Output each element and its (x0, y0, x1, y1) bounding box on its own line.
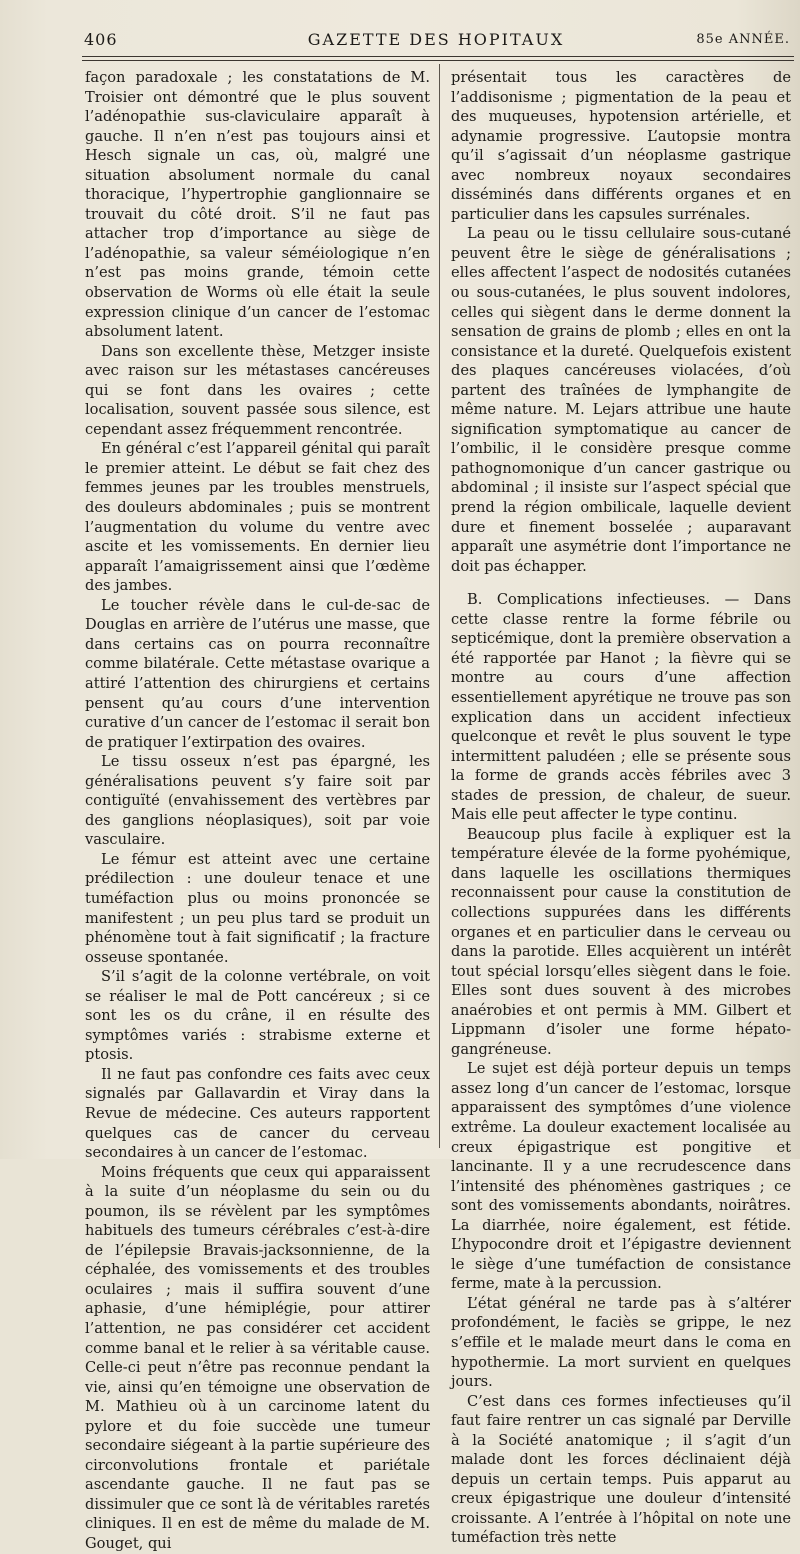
paragraph: C’est dans ces formes infectieuses qu’il faut faire rentrer un cas signalé par Derville à la Société anatomique ; il s’agit d’un malade dont les forces déclinaient déjà depuis un certain temps. Puis apparut au creux épigastrique une douleur d’intensité croissante. A l’entrée à l’hôpital on note une tuméfaction très nette (451, 1392, 791, 1547)
section-paragraph: B. Complications infectieuses. — Dans cette classe rentre la forme fébrile ou septicémique, dont la première observation a été rapportée par Hanot ; la fièvre qui se montre au cours d’une affection essentiellement apyrétique ne trouve pas son explication dans un accident infectieux quelconque et revêt le plus souvent le type intermittent paludéen ; elle se présente sous la forme de grands accès fébriles avec 3 stades de pression, de chaleur, de sueur. Mais elle peut affecter le type continu. (451, 591, 791, 824)
paragraph: Il ne faut pas confondre ces faits avec ceux signalés par Gallavardin et Viray dans la Revue de médecine. Ces auteurs rapportent quelques cas de cancer du cerveau secondaires à un cancer de l’estomac. (85, 1065, 430, 1162)
paragraph: Le sujet est déjà porteur depuis un temps assez long d’un cancer de l’estomac, lorsque apparaissent des symptômes d’une violence extrême. La douleur exactement localisée au creux épigastrique est pongitive et lancinante. Il y a une recrudescence dans l’intensité des phénomènes gastriques ; ce sont des vomissements abondants, noirâtres. La diarrhée, noire également, est fétide. L’hypocondre droit et l’épigastre deviennent le siège d’une tuméfaction de consistance ferme, mate à la percussion. (451, 1060, 791, 1293)
column-divider (439, 64, 440, 1148)
paragraph: Beaucoup plus facile à expliquer est la température élevée de la forme pyohémique, dans laquelle les oscillations thermiques reconnaissent pour cause la constitution de collections suppurées dans les différents organes et en particulier dans le cerveau ou dans la parotide. Elles acquièrent un intérêt tout spécial lorsqu’elles siègent dans le foie. Elles sont dues souvent à des microbes anaérobies et ont permis à MM. Gilbert et Lippmann d’isoler une forme hépato-gangréneuse. (451, 825, 791, 1058)
paragraph: présentait tous les caractères de l’addisonisme ; pigmentation de la peau et des muqueuses, hypotension artérielle, et adynamie progressive. L’autopsie montra qu’il s’agissait d’un néoplasme gastrique avec nombreux noyaux secondaires disséminés dans différents organes et en particulier dans les capsules surrénales. (451, 69, 791, 223)
paragraph: Moins fréquents que ceux qui apparaissent à la suite d’un néoplasme du sein ou du poumon, ils se révèlent par les symptômes habituels des tumeurs cérébrales c’est-à-dire de l’épilepsie Bravais-jacksonnienne, de la céphalée, des vomissements et des troubles oculaires ; mais il suffira souvent d’une aphasie, d’une hémiplégie, pour attirer l’attention, ne pas considérer cet accident comme banal et le relier à sa véritable cause. Celle-ci peut n’être pas reconnue pendant la vie, ainsi qu’en témoigne une observation de M. Mathieu où à un carcinome latent du pylore et du foie succède une tumeur secondaire siégeant à la partie supérieure des circonvolutions frontale et pariétale ascendante gauche. Il ne faut pas se dissimuler que ce sont là de véritables raretés cliniques. Il en est de même du malade de M. Gouget, qui (85, 1163, 430, 1553)
paragraph: En général c’est l’appareil génital qui paraît le premier atteint. Le début se fait chez des femmes jeunes par les troubles menstruels, des douleurs abdominales ; puis se montrent l’augmentation du volume du ventre avec ascite et les vomissements. En dernier lieu apparaît l’amaigrissement ainsi que l’œdème des jambes. (85, 440, 430, 595)
paragraph: S’il s’agit de la colonne vertébrale, on voit se réaliser le mal de Pott cancéreux ; si ce sont les os du crâne, il en résulte des symptômes variés : strabisme externe et ptosis. (85, 968, 430, 1064)
paragraph: Le fémur est atteint avec une certaine prédilection : une douleur tenace et une tuméfaction plus ou moins prononcée se manifestent ; un peu plus tard se produit un phénomène tout à fait significatif ; la fracture osseuse spontanée. (85, 850, 430, 966)
paragraph: L’état général ne tarde pas à s’altérer profondément, le faciès se grippe, le nez s’effile et le malade meurt dans le coma en hypothermie. La mort survient en quelques jours. (451, 1294, 791, 1391)
paragraph: Dans son excellente thèse, Metzger insiste avec raison sur les métastases cancéreuses qui se font dans les ovaires ; cette localisation, souvent passée sous silence, est cependant assez fréquemment rencontrée. (85, 342, 430, 438)
left-column (85, 68, 430, 1554)
page-header (82, 22, 790, 52)
paragraph: façon paradoxale ; les constatations de M. Troisier ont démontré que le plus souvent l’adénopathie sus-claviculaire apparaît à gauche. Il n’en n’est pas toujours ainsi et Hesch signale un cas, où, malgré une situation absolument normale du canal thoracique, l’hypertrophie ganglionnaire se trouvait du côté droit. S’il ne faut pas attacher trop d’importance au siège de l’adénopathie, sa valeur séméiologique n’en n’est pas moins grande, témoin cette observation de Worms où elle était la seule expression clinique d’un cancer de l’estomac absolument latent. (85, 69, 430, 341)
paragraph: Le toucher révèle dans le cul-de-sac de Douglas en arrière de l’utérus une masse, que dans certains cas on pourra reconnaître comme bilatérale. Cette métastase ovarique a attiré l’attention des chirurgiens et certains pensent qu’au cours d’une intervention curative d’un cancer de l’estomac il serait bon de pratiquer l’extirpation des ovaires. (85, 596, 430, 751)
header-rule (82, 56, 794, 61)
journal-title: GAZETTE DES HOPITAUX (307, 30, 565, 49)
page-number: 406 (84, 30, 118, 49)
right-column (451, 68, 791, 1548)
year-label: 85e ANNÉE. (696, 32, 790, 47)
paragraph: La peau ou le tissu cellulaire sous-cutané peuvent être le siège de généralisations ; elles affectent l’aspect de nodosités cutanées ou sous-cutanées, le plus souvent indolores, celles qui siègent dans le derme donnent la sensation de grains de plomb ; elles en ont la consistance et la dureté. Quelquefois existent des plaques cancéreuses violacées, d’où partent des traînées de lymphangite de même nature. M. Lejars attribue une haute signification symptomatique au cancer de l’ombilic, il le considère presque comme pathognomonique d’un cancer gastrique ou abdominal ; il insiste sur l’aspect spécial que prend la région ombilicale, laquelle devient dure et finement bosselée ; auparavant apparaît une asymétrie dont l’importance ne doit pas échapper. (451, 225, 791, 575)
paragraph: Le tissu osseux n’est pas épargné, les généralisations peuvent s’y faire soit par contiguïté (envahissement des vertèbres par des ganglions néoplasiques), soit par voie vasculaire. (85, 753, 430, 849)
section-gap (451, 576, 791, 590)
